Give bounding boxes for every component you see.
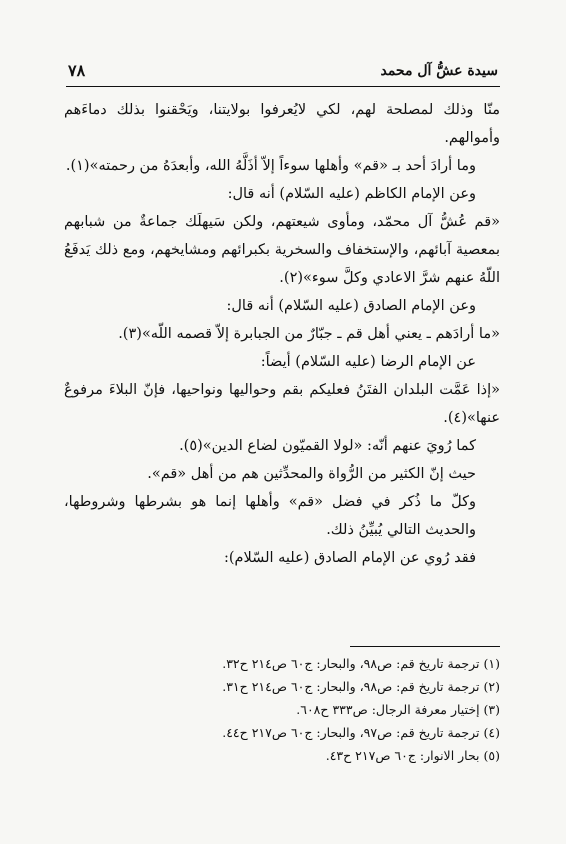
page-number: ٧٨ bbox=[68, 61, 86, 80]
header-rule bbox=[66, 86, 500, 87]
paragraph: وعن الإمام الكاظم (عليه السّلام) أنه قال: bbox=[227, 186, 476, 202]
footnote-rule bbox=[350, 646, 500, 647]
paragraph: وعن الإمام الصادق (عليه السّلام) أنه قال: bbox=[226, 298, 476, 314]
footnote: (٥) بحار الانوار: ج٦٠ ص٢١٧ ح٤٣. bbox=[325, 748, 500, 763]
paragraph: عن الإمام الرضا (عليه السّلام) أيضاً: bbox=[260, 354, 476, 370]
footnote: (٢) ترجمة تاريخ قم: ص٩٨، والبحار: ج٦٠ ص٢١٤ ح٣١. bbox=[222, 679, 500, 694]
paragraph: فقد رُوي عن الإمام الصادق (عليه السّلام): bbox=[224, 550, 476, 566]
quotation: «ما أرادَهم ـ يعني أهل قم ـ جبّارٌ من الجبابرة إلاّ قصمه اللّه»(٣). bbox=[118, 326, 500, 342]
paragraph: وكلّ ما ذُكر في فضل «قم» وأهلها إنما هو بشرطها وشروطها، والحديث التالي يُبيِّنُ ذلك. bbox=[64, 494, 476, 538]
paragraph: وما أرادَ أحد بـ «قم» وأهلها سوءاً إلاّ أذَلَّهُ الله، وأبعدَهُ من رحمته»(١). bbox=[65, 158, 476, 174]
quotation: «إذا عَمَّت البلدان الفتَنُ فعليكم بقم وحواليها ونواحيها، فإنّ البلاءَ مرفوعٌ عنها»(٤). bbox=[64, 382, 500, 426]
paragraph: كما رُويَ عنهم أنّه: «لولا القميّون لضاع الدين»(٥). bbox=[179, 438, 476, 454]
main-text bbox=[64, 96, 500, 572]
footnotes bbox=[64, 652, 500, 767]
paragraph: حيث إنّ الكثير من الرُّواة والمحدِّثين هم من أهل «قم». bbox=[147, 466, 476, 482]
running-header bbox=[68, 63, 498, 85]
paragraph: منّا وذلك لمصلحة لهم، لكي لايُعرفوا بولايتنا، ويَحْقنوا بذلك دماءَهم وأموالهم. bbox=[64, 102, 500, 146]
footnote: (١) ترجمة تاريخ قم: ص٩٨، والبحار: ج٦٠ ص٢١٤ ح٣٢. bbox=[222, 656, 500, 671]
footnote: (٤) ترجمة تاريخ قم: ص٩٧، والبحار: ج٦٠ ص٢١٧ ح٤٤. bbox=[222, 725, 500, 740]
running-title: سيدة عشُّ آل محمد bbox=[380, 63, 498, 79]
quotation: «قم عُشُّ آل محمّد، ومأوى شيعتهم، ولكن سَيهلَك جماعةٌ من شبابهم بمعصية آبائهم، والإستخفاف والسخرية بكبرائهم ومشايخهم، ومع ذلك يَدفَعُ اللّهُ عنهم شرَّ الاعادي وكلَّ سوء»(٢). bbox=[64, 214, 500, 286]
footnote: (٣) إختيار معرفة الرجال: ص٣٣٣ ح٦٠٨. bbox=[296, 702, 500, 717]
